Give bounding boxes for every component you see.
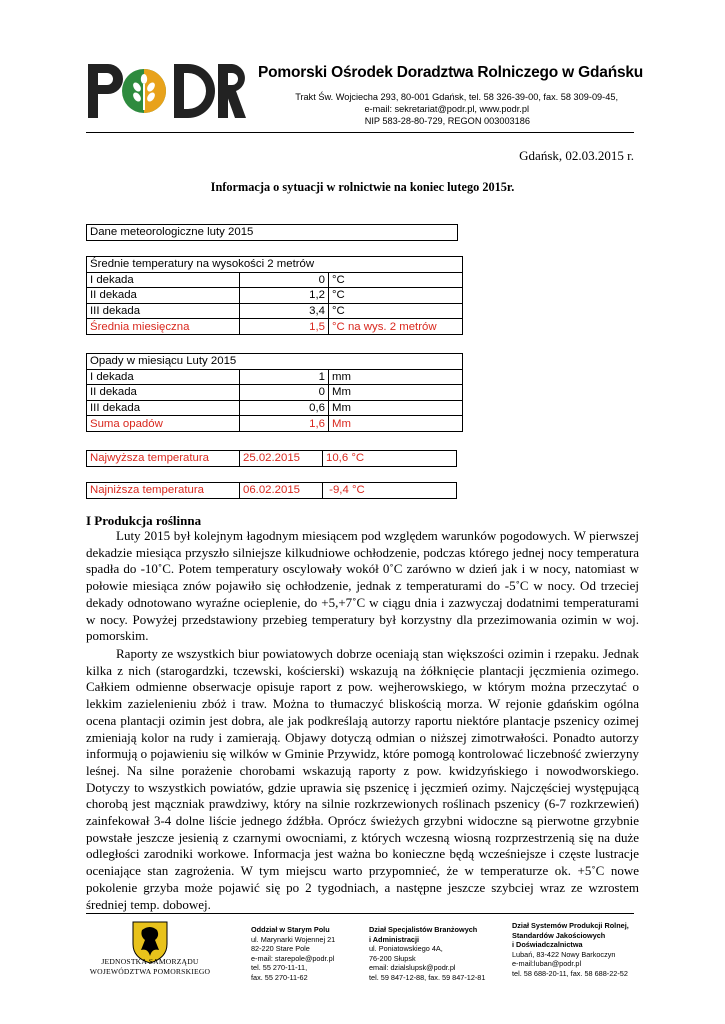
footer-col-title: i Administracji [369, 934, 420, 944]
footer-col-title: Dział Systemów Produkcji Rolnej, [512, 921, 629, 930]
footer-line: ul. Poniatowskiego 4A, [369, 944, 443, 954]
summary-row [87, 319, 463, 335]
podr-logo [86, 60, 246, 122]
address-contact: e-mail: sekretariat@podr.pl, www.podr.pl [364, 104, 529, 114]
rainfall-table [86, 353, 463, 432]
footer-line: email: dzialslupsk@podr.pl [369, 963, 456, 973]
document-title: Informacja o sytuacji w rolnictwie na koniec lutego 2015r. [210, 180, 515, 194]
header-divider [86, 132, 634, 133]
footer-divider [86, 913, 634, 914]
meteo-title: Dane meteorologiczne luty 2015 [87, 225, 458, 241]
footer-line: tel. 55 270-11-11, [251, 963, 308, 973]
temperature-table [86, 256, 463, 335]
paragraph-crops: Raporty ze wszystkich biur powiatowych dobrze oceniają stan większości ozimin i rzepaku. Jednak kilka z nich (starogardzki, tczewski, kościerski) wskazują na żółknięcie plantacji jęczmienia ozimego. Całkiem odmienne obserwacje opisuje raport z pow. wejherowskiego, w którym można przeczytać o lekkim zazielenieniu zbóż i traw. Można to tłumaczyć bliskością morza. W rejonie gdańskim ogólna ocena plantacji ozimin jest dobra, ale jak podkreślają autorzy raportu niektóre plantacje pszenicy ozimej zmieniają kolor na rudy i zamierają. Objawy dotyczą odmian o niższej zimotrwałości. Ponadto autorzy informują o pojawieniu się wilków w Gminie Przywidz, które pomogą kontrolować liczebność zwierzyny leśnej. Na silne porażenie chorobami wskazują raporty z pow. kwidzyńskiego i nowodworskiego. Dotyczy to wszystkich powiatów, gdzie uprawia się pszenicę i jęczmień ozimy. Najczęściej występującą chorobą jest mączniak prawdziwy, który na silnie rozkrzewionych roślinach pszenicy (6-7 rozkrzewień) zainfekował 3-4 dolne liście jednego źdźbła. Oprócz świeżych grzybni widoczne są pierwotne grzybnie powstałe jeszcze jesienią z czarnymi owocniami, z których wczesną wiosną rozprzestrzenią się na duże odległości zarodniki workowe. Informacja jest ważna bo konieczne będą wcześniejsze i częste lustracje oceniające stan zagrożenia. W tym miejscu warto przypomnieć, że w temperaturze ok. +5˚C nowe pokolenie grzyba może pojawić się po 2 tygodniach, a następne jeszcze szybciej wraz ze wzrostem średniej temp. dobowej. [86, 646, 639, 912]
meteo-title-table [86, 224, 458, 241]
summary-unit: °C na wys. 2 metrów [329, 319, 463, 335]
table-row [87, 303, 463, 319]
emblem-caption-line1: JEDNOSTKA SAMORZĄDU [101, 957, 199, 966]
rainfall-header: Opady w miesiącu Luty 2015 [87, 354, 463, 370]
temperature-header: Średnie temperatury na wysokości 2 metrów [87, 257, 463, 273]
row-label: I dekada [87, 272, 240, 288]
table-row [87, 385, 463, 401]
row-label: II dekada [87, 288, 240, 304]
address-line: Trakt Św. Wojciecha 293, 80-001 Gdańsk, tel. 58 326-39-00, fax. 58 309-09-45, [295, 92, 618, 102]
max-temperature-table [86, 450, 457, 467]
row-value: 1 [240, 369, 329, 385]
footer-line: e-mail: starepole@podr.pl [251, 953, 335, 963]
row-label: III dekada [87, 303, 240, 319]
row-unit: Mm [329, 385, 463, 401]
footer-line: ul. Marynarki Wojennej 21 [251, 934, 336, 944]
max-temperature-value: 10,6 °C [323, 451, 457, 467]
summary-label: Suma opadów [87, 416, 240, 432]
row-unit: mm [329, 369, 463, 385]
address-tax-ids: NIP 583-28-80-729, REGON 003003186 [364, 116, 530, 126]
footer-line: 76-200 Słupsk [369, 953, 416, 963]
org-name: Pomorski Ośrodek Doradztwa Rolniczego w Gdańsku [258, 64, 644, 81]
footer-col-stare-pole [251, 925, 335, 983]
min-temperature-value: -9,4 °C [323, 483, 457, 499]
max-temperature-date: 25.02.2015 [240, 451, 323, 467]
row-value: 1,2 [240, 288, 329, 304]
summary-label: Średnia miesięczna [87, 319, 240, 335]
row-unit: °C [329, 272, 463, 288]
footer-line: e-mail:luban@podr.pl [512, 959, 582, 969]
row-label: I dekada [87, 369, 240, 385]
min-temperature-label: Najniższa temperatura [87, 483, 240, 499]
min-temperature-date: 06.02.2015 [240, 483, 323, 499]
summary-row [87, 416, 463, 432]
summary-unit: Mm [329, 416, 463, 432]
table-row [87, 288, 463, 304]
footer-col-slupsk [369, 925, 485, 983]
footer-col-title: i Doświadczalnictwa [512, 940, 583, 950]
table-row [87, 369, 463, 385]
row-unit: °C [329, 303, 463, 319]
footer-line: tel. 59 847-12-88, fax. 59 847-12-81 [369, 972, 486, 982]
document-date: Gdańsk, 02.03.2015 r. [519, 148, 634, 163]
table-row [87, 272, 463, 288]
footer-col-title: Standardów Jakościowych [512, 930, 606, 940]
paragraph-weather: Luty 2015 był kolejnym łagodnym miesiącem pod względem warunków pogodowych. W pierwszej dekadzie miesiąca przyszło silniejsze kilkudniowe ochłodzenie, podczas którego jednej nocy temperatura spadła do -10˚C. Potem temperatury oscylowały wokół 0˚C zarówno w dzień jak i w nocy, natomiast w połowie miesiąca znów pojawiło się ochłodzenie, jednak z temperaturami do -5˚C w nocy. Od trzeciej dekady odnotowano wyraźne ocieplenie, do +5,+7˚C w ciągu dnia i zazwyczaj dodatnimi temperaturami w nocy. Powyżej przedstawiony przebieg temperatury był korzystny dla przezimowania ozimin w woj. pomorskim. [86, 528, 639, 644]
row-value: 0,6 [240, 400, 329, 416]
emblem-caption-line2: WOJEWÓDZTWA POMORSKIEGO [89, 967, 211, 976]
wheat-icon [122, 69, 166, 113]
row-value: 0 [240, 272, 329, 288]
footer-line: 82-220 Stare Pole [251, 944, 310, 954]
row-value: 3,4 [240, 303, 329, 319]
footer-col-luban [512, 921, 629, 979]
row-label: II dekada [87, 385, 240, 401]
max-temperature-label: Najwyższa temperatura [87, 451, 240, 467]
footer-line: Lubań, 83-422 Nowy Barkoczyn [512, 949, 616, 959]
footer-col-title: Dział Specjalistów Branżowych [369, 925, 478, 934]
footer-col-title: Oddział w Starym Polu [251, 925, 330, 934]
row-unit: Mm [329, 400, 463, 416]
table-row [87, 400, 463, 416]
row-unit: °C [329, 288, 463, 304]
footer-line: tel. 58 688-20-11, fax. 58 688-22-52 [512, 968, 628, 978]
min-temperature-table [86, 482, 457, 499]
summary-value: 1,5 [240, 319, 329, 335]
row-label: III dekada [87, 400, 240, 416]
summary-value: 1,6 [240, 416, 329, 432]
section-heading: I Produkcja roślinna [86, 513, 202, 528]
row-value: 0 [240, 385, 329, 401]
footer-line: fax. 55 270-11-62 [251, 972, 308, 982]
